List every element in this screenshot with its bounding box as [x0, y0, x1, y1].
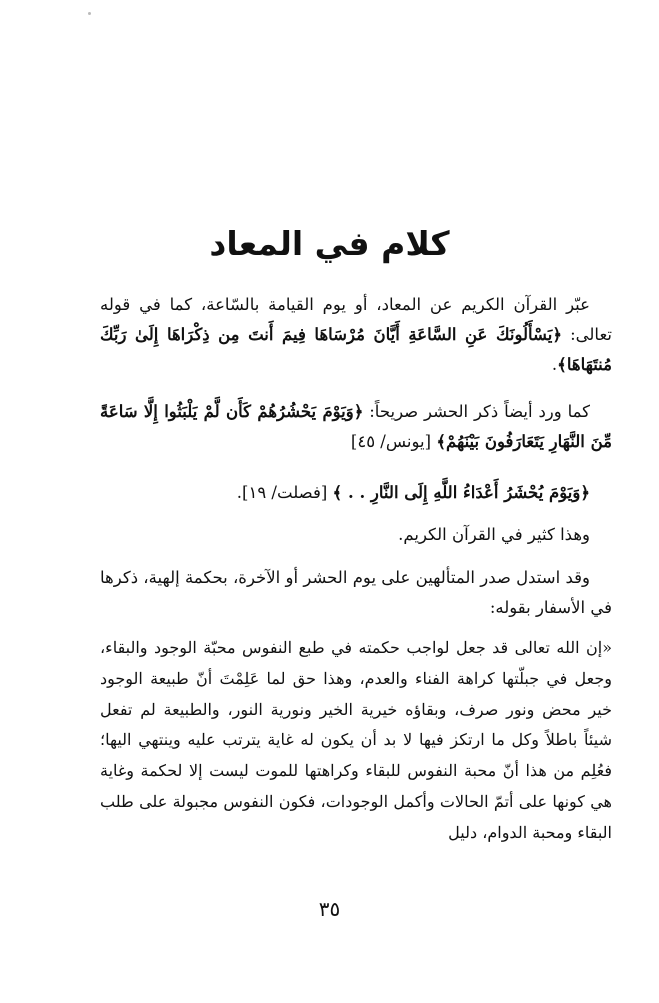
scan-speck [88, 12, 91, 15]
chapter-title: كلام في المعاد [209, 224, 450, 263]
quran-verse-1: ﴿يَسْأَلُونَكَ عَنِ السَّاعَةِ أَيَّانَ مُرْسَاهَا فِيمَ أَنتَ مِن ذِكْرَاهَا إِلَىٰ رَبِّكَ مُنتَهَاهَا﴾ [100, 325, 612, 374]
paragraph-1-end: . [551, 355, 558, 374]
paragraph-1 [100, 290, 612, 380]
verse-2-reference: [يونس/ ٤٥] [350, 432, 432, 451]
paragraph-4: وهذا كثير في القرآن الكريم. [398, 525, 590, 544]
paragraph-2-text: كما ورد أيضاً ذكر الحشر صريحاً: [363, 402, 590, 421]
paragraph-5: وقد استدل صدر المتألهين على يوم الحشر أو الآخرة، بحكمة إلهية، ذكرها في الأسفار بقوله: [100, 568, 612, 617]
quran-verse-3: ﴿وَيَوْمَ يُحْشَرُ أَعْدَاءُ اللَّهِ إِلَى النَّارِ . . ﴾ [332, 483, 590, 502]
verse-3-reference: [فصلت/ ١٩]. [236, 483, 328, 502]
paragraph-1-text: عبّر القرآن الكريم عن المعاد، أو يوم القيامة بالسّاعة، كما في قوله تعالى: [100, 295, 612, 344]
page-number: ٣٥ [318, 897, 341, 921]
paragraph-2 [100, 397, 612, 457]
paragraph-3 [100, 478, 612, 508]
asfar-quotation: «إن الله تعالى قد جعل لواجب حكمته في طبع النفوس محبّة الوجود والبقاء، وجعل في جبلّتها كراهة الفناء والعدم، وهذا حق لما عَلِمْتَ أنّ طبيعة الوجود خير محض ونور صرف، وبقاؤه خيرية الخير ونورية النور، والطبيعة لم تفعل شيئاً باطلاً وكل ما ارتكز فيها لا بد أن يكون له غاية يترتب عليه وينتهي اليها؛ فعُلِم من هذا أنّ محبة النفوس للبقاء وكراهتها للموت ليست إلا لحكمة وغاية هي كونها على أتمّ الحالات وأكمل الوجودات، فكون النفوس مجبولة على طلب البقاء ومحبة الدوام، دليل [100, 638, 612, 842]
quran-verse-2: ﴿وَيَوْمَ يَحْشُرُهُمْ كَأَن لَّمْ يَلْبَثُوا إِلَّا سَاعَةً مِّنَ النَّهَارِ يَتَعَارَفُونَ بَيْنَهُمْ﴾ [100, 402, 612, 451]
